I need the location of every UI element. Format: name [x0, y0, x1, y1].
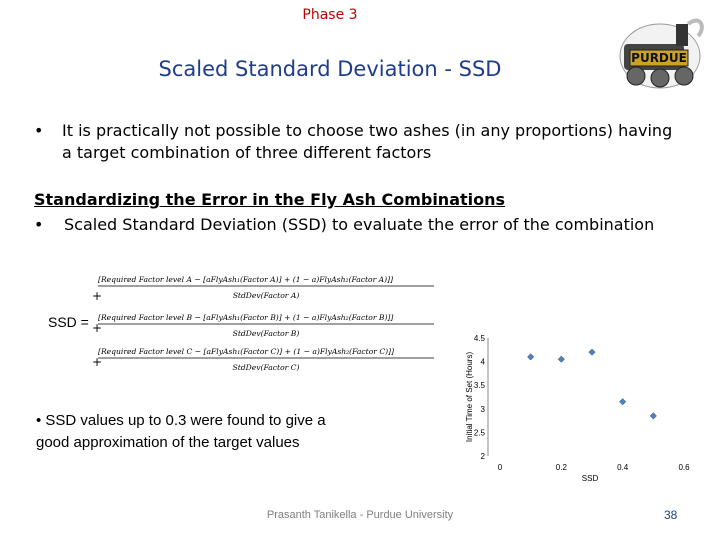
bullet-dot: •: [34, 121, 44, 140]
note-text: • SSD values up to 0.3 were found to give a good approximation of the target values: [36, 412, 326, 451]
formula-label: SSD =: [48, 314, 89, 330]
formula-row1-denominator: StdDev(Factor A): [232, 291, 300, 300]
formula-row2-denominator: StdDev(Factor B): [232, 329, 300, 338]
bullet-text: It is practically not possible to choose two ashes (in any proportions) having a target combination of three different factors: [62, 121, 673, 162]
y-tick-label: 4: [480, 357, 485, 367]
y-tick-label: 3: [480, 404, 485, 414]
svg-text:+: +: [92, 289, 103, 303]
formula-row2-numerator: [Required Factor level B − [aFlyAsh₁(Factor B)] + (1 − a)FlyAsh₂(Factor B)]]: [98, 313, 394, 322]
x-tick-label: 0.4: [617, 463, 629, 472]
data-point: [650, 413, 656, 419]
svg-text:+: +: [92, 321, 103, 335]
ssd-formula: [92, 270, 442, 380]
slide-title: Scaled Standard Deviation - SSD: [158, 57, 502, 81]
formula-row3-denominator: StdDev(Factor C): [232, 363, 300, 372]
bullet-text: Scaled Standard Deviation (SSD) to evaluate the error of the combination: [64, 215, 655, 234]
bullet-dot: •: [34, 215, 44, 234]
ssd-scatter-chart: [460, 330, 700, 490]
formula-row3-numerator: [Required Factor level C − [aFlyAsh₁(Factor C)] + (1 − a)FlyAsh₂(Factor C)]]: [98, 347, 395, 356]
x-tick-label: 0: [497, 463, 503, 472]
phase-label: Phase 3: [302, 7, 358, 23]
purdue-logo: [606, 6, 714, 98]
x-tick-label: 0.2: [555, 463, 567, 472]
y-axis-label: Initial Time of Set (Hours): [465, 351, 474, 443]
svg-text:+: +: [92, 355, 103, 369]
data-point: [558, 356, 564, 362]
footer-credit: Prasanth Tanikella - Purdue University: [266, 509, 454, 521]
data-point: [589, 349, 595, 355]
page-number: 38: [664, 508, 678, 522]
data-point: [619, 399, 625, 405]
y-tick-label: 3.5: [473, 381, 485, 391]
x-tick-label: 0.6: [678, 463, 690, 472]
data-point: [527, 354, 533, 360]
section-heading: Standardizing the Error in the Fly Ash Combinations: [34, 190, 506, 209]
y-tick-label: 2: [480, 452, 485, 461]
logo-text: PURDUE: [631, 51, 687, 65]
formula-row1-numerator: [Required Factor level A − [aFlyAsh₁(Factor A)] + (1 − a)FlyAsh₂(Factor A)]]: [98, 275, 394, 284]
y-tick-label: 2.5: [473, 428, 485, 438]
x-axis-label: SSD: [581, 474, 599, 483]
y-tick-label: 4.5: [473, 334, 485, 343]
